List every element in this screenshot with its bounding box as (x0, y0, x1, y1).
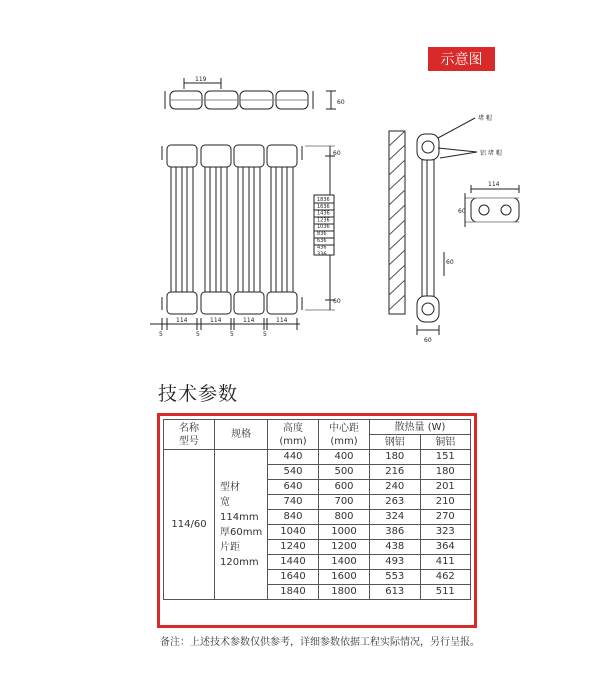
table-cell: 511 (420, 585, 471, 600)
table-cell: 210 (420, 495, 471, 510)
spec-line: 厚60mm (220, 526, 263, 538)
table-cell: 613 (370, 585, 421, 600)
table-cell: 640 (268, 480, 319, 495)
spec-note: 备注：上述技术参数仅供参考，详细参数依据工程实际情况，另行呈报。 (160, 637, 480, 648)
table-cell: 323 (420, 525, 471, 540)
table-cell: 1400 (319, 555, 370, 570)
dim-119: 119 (195, 76, 207, 83)
tag-label: 1036 (317, 224, 330, 231)
dim-114-d: 114 (276, 317, 288, 324)
dim-114-b: 114 (210, 317, 222, 324)
table-cell: 1800 (319, 585, 370, 600)
tag-label: 1436 (317, 210, 330, 217)
table-cell: 500 (319, 465, 370, 480)
spec-line: 120mm (220, 556, 259, 568)
table-cell: 740 (268, 495, 319, 510)
table-cell: 1600 (319, 570, 370, 585)
dim-114-c: 114 (243, 317, 255, 324)
table-cell: 1640 (268, 570, 319, 585)
top-view (165, 78, 336, 109)
table-cell: 400 (319, 450, 370, 465)
table-cell: 440 (268, 450, 319, 465)
table-cell: 180 (420, 465, 471, 480)
header-center-line1: 中心距 (329, 422, 359, 434)
dim-5-d: 5 (263, 331, 267, 338)
section-detail (465, 185, 519, 227)
cell-spec (215, 450, 268, 600)
table-cell: 240 (370, 480, 421, 495)
header-height-line1: 高度 (283, 422, 303, 434)
dim-60-section: 60 (424, 337, 432, 344)
tag-label: 336 (317, 251, 327, 258)
table-cell: 1240 (268, 540, 319, 555)
spec-line: 片距 (220, 541, 240, 553)
table-cell: 540 (268, 465, 319, 480)
header-heat: 散热量 (W) (370, 420, 471, 435)
header-height-line2: (mm) (279, 435, 307, 447)
table-cell: 600 (319, 480, 370, 495)
table-cell: 411 (420, 555, 471, 570)
table-cell: 700 (319, 495, 370, 510)
table-cell: 840 (268, 510, 319, 525)
table-cell: 1840 (268, 585, 319, 600)
header-center (319, 420, 370, 450)
dim-114-detail: 114 (488, 181, 500, 188)
table-cell: 386 (370, 525, 421, 540)
table-cell: 364 (420, 540, 471, 555)
dim-60-bottom: 60 (333, 298, 341, 305)
callout-1: 堵 帽 (478, 115, 492, 122)
header-spec: 规格 (215, 420, 268, 450)
dim-60-top: 60 (337, 99, 345, 106)
dim-60-detail: 60 (458, 208, 466, 215)
table-cell: 324 (370, 510, 421, 525)
front-view (150, 145, 335, 330)
table-cell: 553 (370, 570, 421, 585)
table-cell: 800 (319, 510, 370, 525)
header-steel-al: 钢铝 (370, 435, 421, 450)
tag-label: 836 (317, 231, 327, 237)
table-cell: 462 (420, 570, 471, 585)
header-model-line1: 名称 (179, 422, 199, 434)
tag-label: 1236 (317, 217, 330, 224)
tag-label: 636 (317, 237, 327, 244)
table-cell: 1200 (319, 540, 370, 555)
table-row (164, 450, 471, 465)
table-cell: 1000 (319, 525, 370, 540)
table-cell: 493 (370, 555, 421, 570)
diagram-badge: 示意图 (428, 47, 495, 71)
spec-line: 型材 (220, 481, 240, 493)
callout-2: 铝 堵 帽 (480, 150, 502, 157)
header-model (164, 420, 215, 450)
dim-114-a: 114 (176, 317, 188, 324)
spec-line: 宽114mm (220, 496, 259, 523)
table-cell: 180 (370, 450, 421, 465)
table-cell: 1440 (268, 555, 319, 570)
table-cell: 151 (420, 450, 471, 465)
table-cell: 438 (370, 540, 421, 555)
table-cell: 216 (370, 465, 421, 480)
spec-table-body (164, 450, 471, 600)
dim-5-c: 5 (230, 331, 234, 338)
header-height (268, 420, 319, 450)
dim-5-b: 5 (196, 331, 200, 338)
tag-label: 1636 (317, 203, 330, 210)
header-model-line2: 型号 (179, 435, 199, 447)
table-cell: 201 (420, 480, 471, 495)
side-view (389, 118, 477, 335)
dim-5-a: 5 (159, 331, 163, 338)
dim-60-right: 60 (446, 259, 454, 266)
table-cell: 270 (420, 510, 471, 525)
dim-60-side: 60 (333, 150, 341, 157)
spec-title: 技术参数 (158, 383, 239, 405)
spec-table (163, 419, 471, 600)
tag-label: 1836 (317, 197, 330, 203)
table-cell: 1040 (268, 525, 319, 540)
cell-model: 114/60 (164, 450, 215, 600)
spec-table-frame (157, 413, 477, 628)
table-cell: 263 (370, 495, 421, 510)
tag-label: 436 (317, 244, 327, 251)
header-copper-al: 铜铝 (420, 435, 471, 450)
header-center-line2: (mm) (330, 435, 358, 447)
